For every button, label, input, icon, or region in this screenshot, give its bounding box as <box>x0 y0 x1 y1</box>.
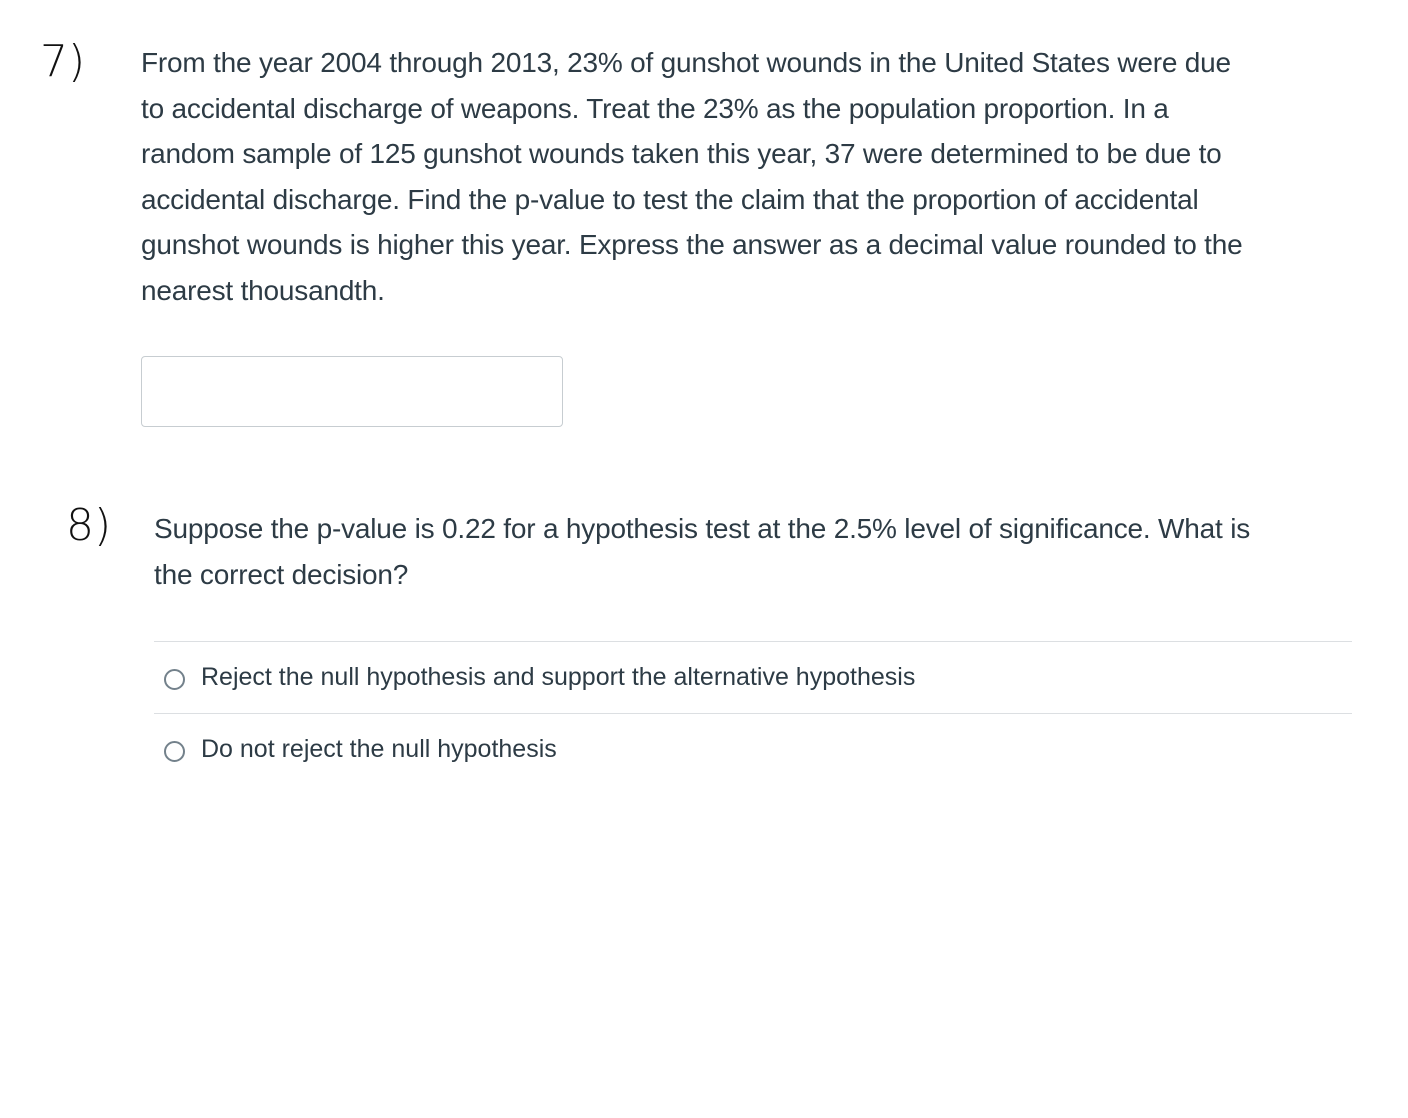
question-line: the correct decision? <box>154 559 409 590</box>
handwritten-question-number: 8) <box>66 500 112 551</box>
radio-button[interactable] <box>164 669 185 690</box>
question-line: accidental discharge. Find the p-value to test the claim that the proportion of accidental <box>141 183 1199 215</box>
option-reject-null[interactable] <box>154 641 1352 713</box>
question-line: to accidental discharge of weapons. Treat the 23% as the population proportion. In a <box>141 92 1169 124</box>
question-line: Suppose the p-value is 0.22 for a hypothesis test at the 2.5% level of significance. What is <box>154 513 1251 544</box>
option-label: Reject the null hypothesis and support the alternative hypothesis <box>201 663 916 691</box>
question-8-text <box>154 506 1250 598</box>
answer-options <box>154 641 1352 785</box>
option-label: Do not reject the null hypothesis <box>201 735 557 763</box>
option-do-not-reject-null[interactable] <box>154 713 1352 785</box>
question-line: random sample of 125 gunshot wounds taken this year, 37 were determined to be due to <box>141 138 1222 170</box>
radio-button[interactable] <box>164 741 185 762</box>
question-7-text <box>141 40 1243 314</box>
handwritten-question-number: 7) <box>40 36 86 87</box>
question-line: gunshot wounds is higher this year. Express the answer as a decimal value rounded to the <box>141 229 1243 261</box>
question-line: nearest thousandth. <box>141 274 385 306</box>
answer-input[interactable] <box>141 356 563 427</box>
question-line: From the year 2004 through 2013, 23% of gunshot wounds in the United States were due <box>141 47 1231 78</box>
